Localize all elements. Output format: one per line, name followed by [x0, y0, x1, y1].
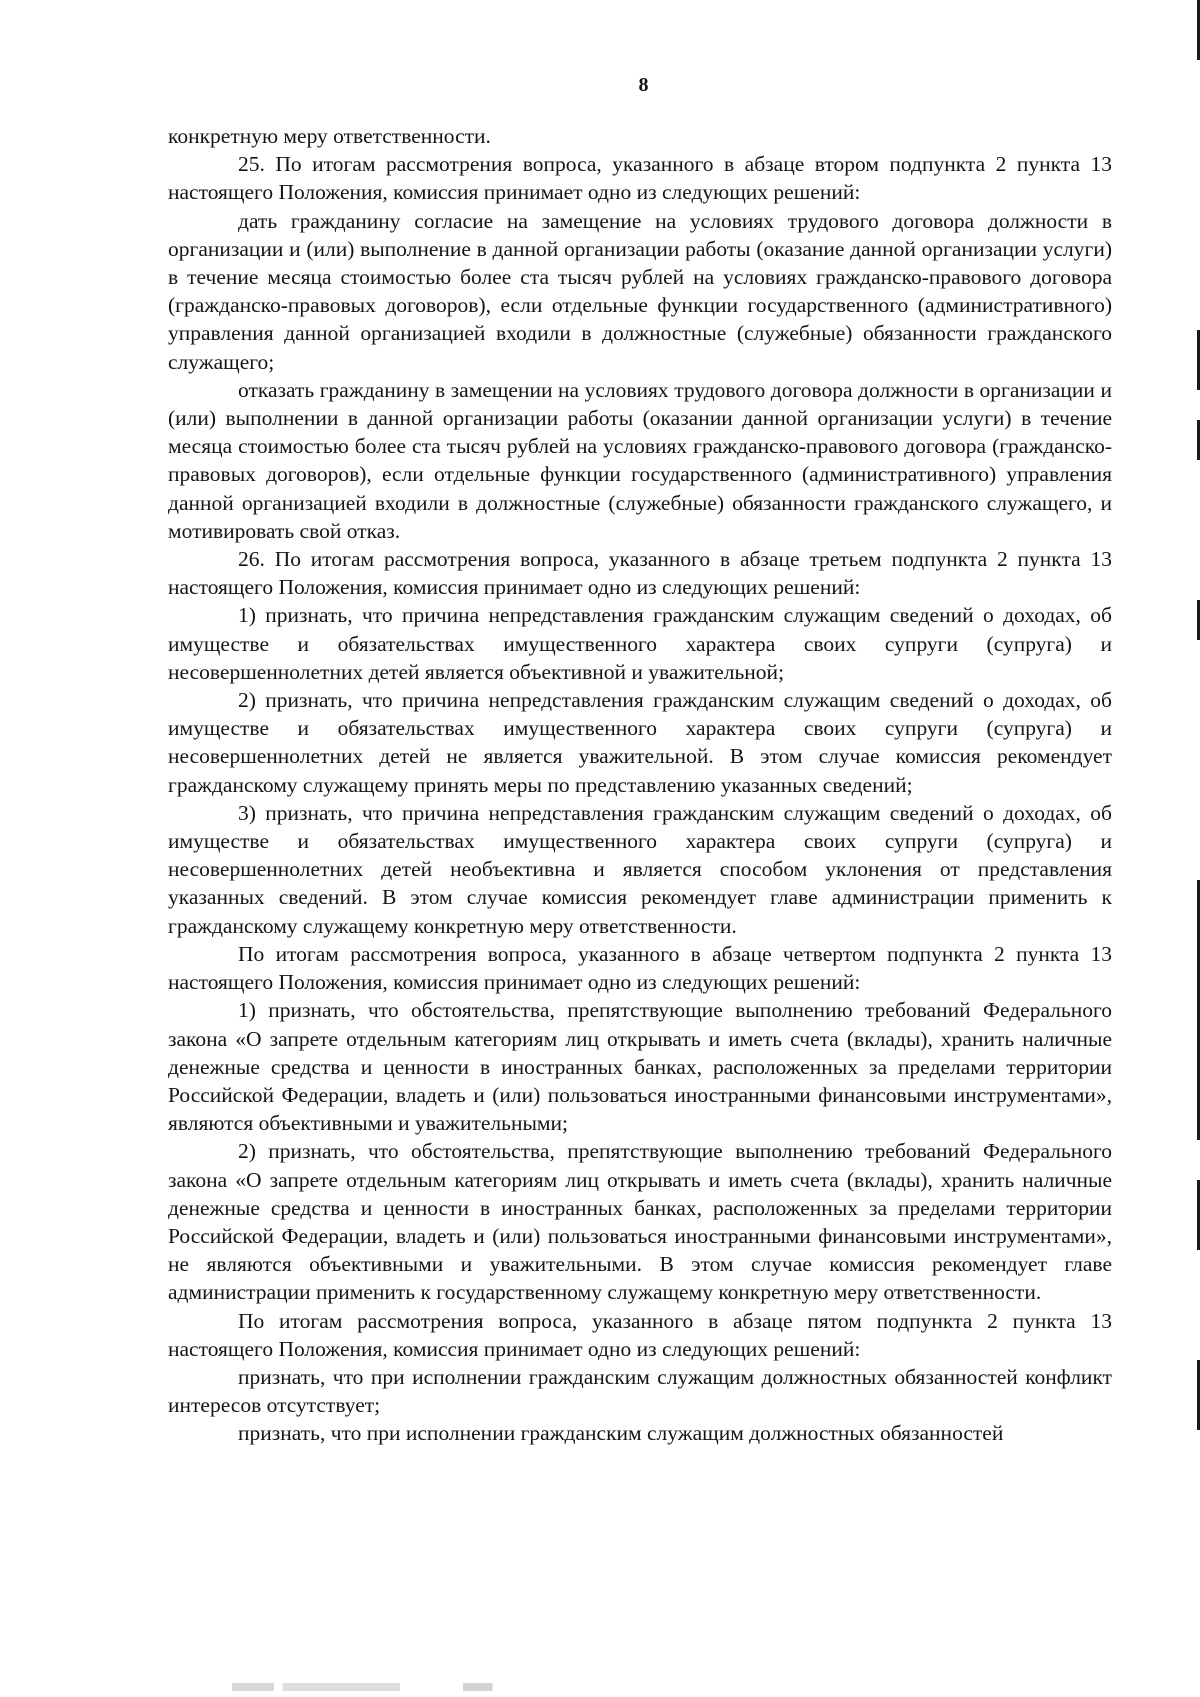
paragraph: 1) признать, что обстоятельства, препятствующие выполнению требований Федерального закона «О запрете отдельным категориям лиц открывать и иметь счета (вклады), хранить наличные денежные средства и ценности в иностранных банках, расположенных за пределами территории Российской Федерации, владеть и (или) пользоваться иностранными финансовыми инструментами», являются объективными и уважительными;	[168, 998, 1112, 1136]
paragraph: 3) признать, что причина непредставления гражданским служащим сведений о доходах, об имуществе и обязательствах имущественного характера своих супруги (супруга) и несовершеннолетних детей необъективна и является способом уклонения от представления указанных сведений. В этом случае комиссия рекомендует главе администрации применить к гражданскому служащему конкретную меру ответственности.	[168, 800, 1112, 938]
paragraph: конкретную меру ответственности.	[168, 124, 491, 148]
paragraph: 1) признать, что причина непредставления гражданским служащим сведений о доходах, об имуществе и обязательствах имущественного характера своих супруги (супруга) и несовершеннолетних детей является объективной и уважительной;	[168, 603, 1112, 684]
paragraph: По итогам рассмотрения вопроса, указанного в абзаце пятом подпункта 2 пункта 13 настоящего Положения, комиссия принимает одно из следующих решений:	[168, 1308, 1112, 1361]
document-body	[168, 122, 1112, 1448]
paragraph: признать, что при исполнении гражданским служащим должностных обязанностей	[238, 1421, 1004, 1446]
paragraph: По итогам рассмотрения вопроса, указанного в абзаце четвертом подпункта 2 пункта 13 настоящего Положения, комиссия принимает одно из следующих решений:	[168, 941, 1112, 995]
paragraph: 25. По итогам рассмотрения вопроса, указанного в абзаце втором подпункта 2 пункта 13 настоящего Положения, комиссия принимает одно из следующих решений:	[168, 152, 1112, 205]
paragraph: 2) признать, что причина непредставления гражданским служащим сведений о доходах, об имуществе и обязательствах имущественного характера своих супруги (супруга) и несовершеннолетних детей не является уважительной. В этом случае комиссия рекомендует гражданскому служащему принять меры по представлению указанных сведений;	[168, 688, 1112, 797]
paragraph: признать, что при исполнении гражданским служащим должностных обязанностей конфликт интересов отсутствует;	[168, 1364, 1112, 1418]
page-number: 8	[638, 74, 649, 96]
paragraph: 2) признать, что обстоятельства, препятствующие выполнению требований Федерального закона «О запрете отдельным категориям лиц открывать и иметь счета (вклады), хранить наличные денежные средства и ценности в иностранных банках, расположенных за пределами территории Российской Федерации, владеть и (или) пользоваться иностранными финансовыми инструментами», не являются объективными и уважительными. В этом случае комиссия рекомендует главе администрации применить к государственному служащему конкретную меру ответственности.	[168, 1139, 1112, 1305]
cut-off-footer-line	[232, 1683, 652, 1691]
paragraph: дать гражданину согласие на замещение на условиях трудового договора должности в организации и (или) выполнение в данной организации работы (оказание данной организации услуги) в течение месяца стоимостью более ста тысяч рублей на условиях гражданско-правового договора (гражданско-правовых договоров), если отдельные функции государственного (административного) управления данной организацией входили в должностные (служебные) обязанности гражданского служащего;	[168, 208, 1112, 374]
paragraph: 26. По итогам рассмотрения вопроса, указанного в абзаце третьем подпункта 2 пункта 13 настоящего Положения, комиссия принимает одно из следующих решений:	[168, 547, 1112, 600]
paragraph: отказать гражданину в замещении на условиях трудового договора должности в организации и (или) выполнении в данной организации работы (оказании данной организации услуги) в течение месяца стоимостью более ста тысяч рублей на условиях гражданско-правового договора (гражданско-правовых договоров), если отдельные функции государственного (административного) управления данной организацией входили в должностные (служебные) обязанности гражданского служащего, и мотивировать свой отказ.	[168, 377, 1112, 543]
